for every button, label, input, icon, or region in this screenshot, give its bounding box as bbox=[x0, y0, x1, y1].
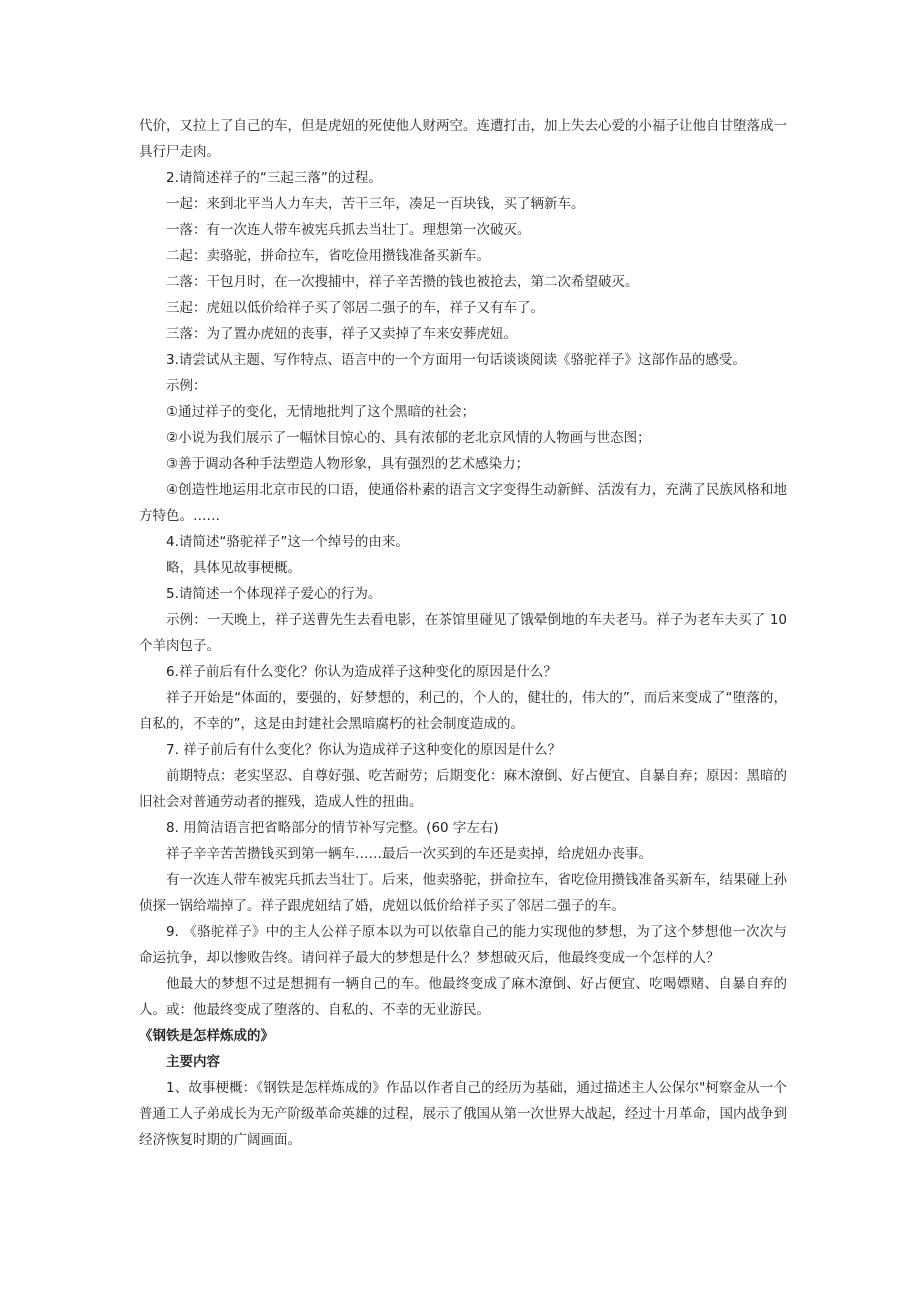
answer-line: 前期特点：老实坚忍、自尊好强、吃苦耐劳；后期变化：麻木潦倒、好占便宜、自暴自弃；原因：黑暗的旧社会对普通劳动者的摧残，造成人性的扭曲。 bbox=[139, 768, 787, 810]
answer-line: 一落：有一次连人带车被宪兵抓去当壮丁。理想第一次破灭。 bbox=[166, 222, 531, 238]
answer-line: 一起：来到北平当人力车夫，苦干三年，凑足一百块钱，买了辆新车。 bbox=[166, 196, 585, 212]
answer-line: 祥子辛辛苦苦攒钱买到第一辆车……最后一次买到的车还是卖掉，给虎妞办丧事。 bbox=[166, 846, 652, 862]
question-9: 9. 《骆驼祥子》中的主人公祥子原本以为可以依靠自己的能力实现他的梦想，为了这个梦想他一次次与命运抗争，却以惨败告终。请问祥子最大的梦想是什么？梦想破灭后，他最终变成一个怎样的人？ bbox=[139, 924, 787, 966]
book-title: 《钢铁是怎样炼成的》 bbox=[139, 1028, 274, 1044]
question-5: 5.请简述一个体现祥子爱心的行为。 bbox=[166, 586, 382, 602]
answer-line: 祥子开始是“体面的，要强的，好梦想的，利己的，个人的，健壮的，伟大的”，而后来变成了“堕落的，自私的，不幸的”，这是由封建社会黑暗腐朽的社会制度造成的。 bbox=[139, 690, 787, 732]
question-8: 8. 用简洁语言把省略部分的情节补写完整。(60 字左右) bbox=[166, 820, 499, 836]
question-4: 4.请简述“骆驼祥子”这一个绰号的由来。 bbox=[166, 534, 409, 550]
question-6: 6.祥子前后有什么变化？你认为造成祥子这种变化的原因是什么？ bbox=[166, 664, 557, 680]
document-body bbox=[139, 113, 787, 1153]
answer-line: 三落：为了置办虎妞的丧事，祥子又卖掉了车来安葬虎妞。 bbox=[166, 326, 517, 342]
answer-line: 三起：虎妞以低价给祥子买了邻居二强子的车，祥子又有车了。 bbox=[166, 300, 544, 316]
answer-line: 二起：卖骆驼，拼命拉车，省吃俭用攒钱准备买新车。 bbox=[166, 248, 490, 264]
question-3: 3.请尝试从主题、写作特点、语言中的一个方面用一句话谈谈阅读《骆驼祥子》这部作品的感受。 bbox=[166, 352, 746, 368]
question-7: 7. 祥子前后有什么变化？你认为造成祥子这种变化的原因是什么？ bbox=[166, 742, 562, 758]
answer-line: 二落：干包月时，在一次搜捕中，祥子辛苦攒的钱也被抢去，第二次希望破灭。 bbox=[166, 274, 639, 290]
section-title: 主要内容 bbox=[166, 1054, 220, 1070]
example-item: ②小说为我们展示了一幅怵目惊心的、具有浓郁的老北京风情的人物画与世态图； bbox=[166, 430, 651, 446]
example-item: ③善于调动各种手法塑造人物形象，具有强烈的艺术感染力； bbox=[166, 456, 530, 472]
answer-line: 他最大的梦想不过是想拥有一辆自己的车。他最终变成了麻木潦倒、好占便宜、吃喝嫖赌、自暴自弃的人。或：他最终变成了堕落的、自私的、不幸的无业游民。 bbox=[139, 976, 787, 1018]
example-item: ④创造性地运用北京市民的口语，使通俗朴素的语言文字变得生动新鲜、活泼有力，充满了民族风格和地方特色。…… bbox=[139, 482, 787, 524]
example-item: ①通过祥子的变化，无情地批判了这个黑暗的社会； bbox=[166, 404, 476, 420]
paragraph-continuation: 代价，又拉上了自己的车，但是虎妞的死使他人财两空。连遭打击，加上失去心爱的小福子让他自甘堕落成一具行尸走肉。 bbox=[139, 118, 787, 160]
answer-line: 略，具体见故事梗概。 bbox=[166, 560, 301, 576]
answer-line: 示例：一天晚上，祥子送曹先生去看电影，在茶馆里碰见了饿晕倒地的车夫老马。祥子为老车夫买了 10 个羊肉包子。 bbox=[139, 612, 787, 654]
question-2: 2.请简述祥子的“三起三落”的过程。 bbox=[166, 170, 382, 186]
summary-paragraph: 1、故事梗概：《钢铁是怎样炼成的》作品以作者自己的经历为基础，通过描述主人公保尔"柯察金从一个普通工人子弟成长为无产阶级革命英雄的过程，展示了俄国从第一次世界大战起，经过十月革命，国内战争到经济恢复时期的广阔画面。 bbox=[139, 1080, 787, 1148]
example-label: 示例： bbox=[166, 378, 207, 394]
answer-line: 有一次连人带车被宪兵抓去当壮丁。后来，他卖骆驼，拼命拉车，省吃俭用攒钱准备买新车，结果碰上孙侦探一锅给端掉了。祥子跟虎妞结了婚，虎妞以低价给祥子买了邻居二强子的车。 bbox=[139, 872, 787, 914]
